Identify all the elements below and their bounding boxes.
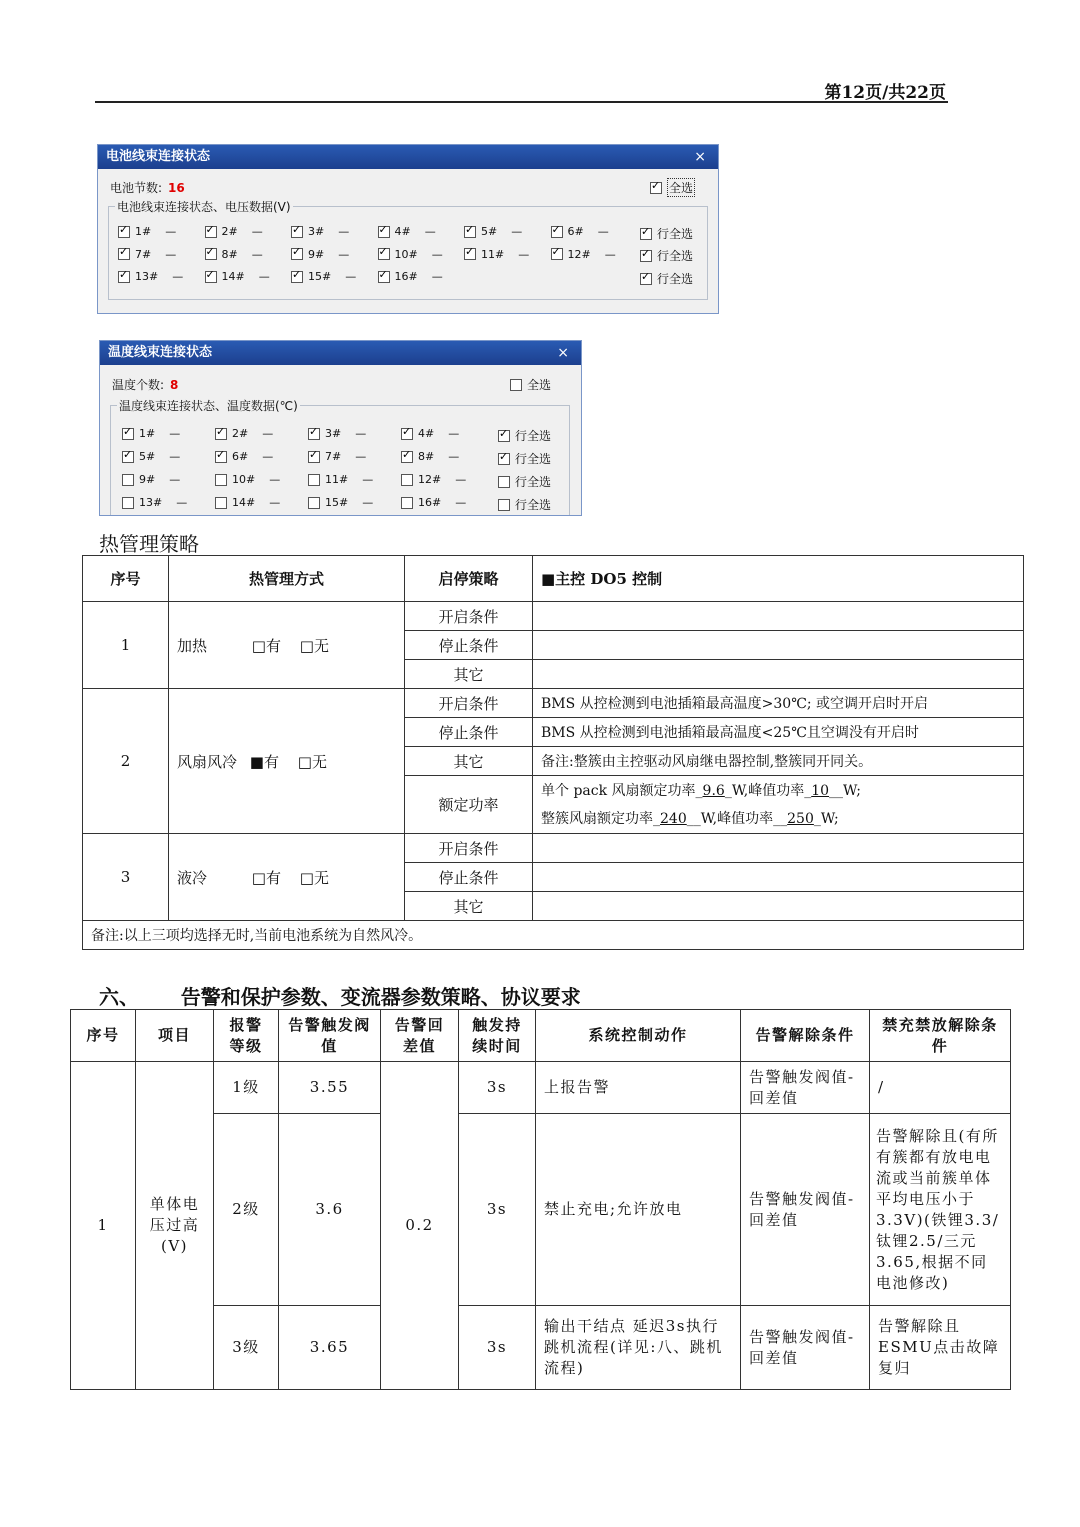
rated-text: __W; bbox=[829, 782, 861, 799]
row-method bbox=[169, 834, 405, 921]
other-value bbox=[533, 892, 1024, 921]
cell-value: — bbox=[251, 225, 263, 238]
cell-value: — bbox=[262, 427, 274, 440]
dialog-title: 温度线束连接状态 bbox=[108, 345, 213, 360]
cell-checkbox[interactable] bbox=[122, 427, 180, 440]
cell-checkbox[interactable] bbox=[378, 248, 443, 261]
checkbox-icon bbox=[498, 499, 510, 511]
clear: 告警触发阀值-回差值 bbox=[741, 1114, 870, 1306]
level: 2级 bbox=[214, 1114, 279, 1306]
other-value bbox=[533, 660, 1024, 689]
hysteresis: 0.2 bbox=[381, 1062, 459, 1390]
action: 上报告警 bbox=[536, 1062, 741, 1114]
rated-text: __W,峰值功率__ bbox=[686, 810, 788, 827]
checkbox-icon bbox=[215, 497, 227, 509]
checkbox-icon bbox=[650, 182, 662, 194]
cell-label: 16# bbox=[418, 496, 442, 509]
cell-label: 16# bbox=[394, 270, 418, 283]
cell-label: 15# bbox=[308, 270, 332, 283]
cell-checkbox[interactable] bbox=[308, 427, 366, 440]
checkbox-icon bbox=[308, 497, 320, 509]
cell-value: — bbox=[448, 450, 460, 463]
battery-connection-dialog bbox=[97, 144, 719, 314]
option-no: □无 bbox=[299, 868, 329, 887]
other-label: 其它 bbox=[405, 660, 533, 689]
header-no: 序号 bbox=[71, 1010, 136, 1062]
checkbox-icon bbox=[498, 476, 510, 488]
stop-label: 停止条件 bbox=[405, 863, 533, 892]
row-select-checkbox[interactable]: ✓ 行全选 bbox=[498, 427, 551, 444]
close-icon[interactable]: × bbox=[557, 345, 569, 361]
row-select-checkbox[interactable]: 行全选 bbox=[498, 496, 551, 513]
trigger: 3.55 bbox=[279, 1062, 381, 1114]
other-label: 其它 bbox=[405, 747, 533, 776]
stop-label: 停止条件 bbox=[405, 718, 533, 747]
stop-value bbox=[533, 631, 1024, 660]
cell-label: 12# bbox=[418, 473, 442, 486]
checkbox-icon bbox=[401, 474, 413, 486]
cell-checkbox[interactable] bbox=[401, 496, 466, 509]
cell-checkbox[interactable] bbox=[401, 450, 459, 463]
duration: 3s bbox=[459, 1114, 536, 1306]
checkbox-icon bbox=[291, 248, 303, 260]
clear: 告警触发阀值-回差值 bbox=[741, 1062, 870, 1114]
method-label: 风扇风冷 bbox=[177, 752, 238, 771]
header-release: 禁充禁放解除条件 bbox=[870, 1010, 1011, 1062]
cell-value: — bbox=[355, 450, 367, 463]
duration: 3s bbox=[459, 1306, 536, 1390]
cell-value: — bbox=[269, 473, 281, 486]
checkbox-icon bbox=[378, 226, 390, 238]
cell-checkbox[interactable] bbox=[401, 473, 466, 486]
battery-group-label: 电池线束连接状态、电压数据(V) bbox=[117, 200, 291, 214]
checkbox-icon bbox=[378, 248, 390, 260]
checkbox-icon bbox=[205, 271, 217, 283]
method-label: 液冷 bbox=[177, 868, 208, 887]
cell-label: 10# bbox=[232, 473, 256, 486]
cell-label: 15# bbox=[325, 496, 349, 509]
cell-label: 13# bbox=[135, 270, 159, 283]
cell-label: 7# bbox=[135, 247, 152, 261]
checkbox-icon bbox=[291, 271, 303, 283]
cell-value: — bbox=[251, 247, 263, 261]
stop-label: 停止条件 bbox=[405, 631, 533, 660]
cell-checkbox[interactable] bbox=[205, 248, 263, 261]
checkbox-icon bbox=[122, 497, 134, 509]
start-value bbox=[533, 602, 1024, 631]
cell-label: 3# bbox=[308, 225, 325, 238]
option-no: □无 bbox=[297, 752, 327, 771]
cell-label: 6# bbox=[232, 450, 249, 463]
cell-checkbox[interactable] bbox=[215, 496, 280, 509]
cell-value: — bbox=[511, 225, 523, 238]
rated-label: 额定功率 bbox=[405, 776, 533, 834]
checkbox-icon bbox=[401, 451, 413, 463]
row-method bbox=[169, 602, 405, 689]
release: 告警解除且ESMU点击故障复归 bbox=[870, 1306, 1011, 1390]
cell-checkbox[interactable] bbox=[308, 473, 373, 486]
cell-label: 14# bbox=[221, 270, 245, 283]
clear: 告警触发阀值-回差值 bbox=[741, 1306, 870, 1390]
checkbox-icon bbox=[118, 248, 130, 260]
header-strategy: 启停策略 bbox=[405, 556, 533, 602]
checkbox-icon bbox=[498, 430, 510, 442]
release: / bbox=[870, 1062, 1011, 1114]
row-no: 1 bbox=[83, 602, 169, 689]
cell-value: — bbox=[424, 225, 436, 238]
action: 输出干结点 延迟3s执行跳机流程(详见:八、跳机流程) bbox=[536, 1306, 741, 1390]
thermal-note: 备注:以上三项均选择无时,当前电池系统为自然风冷。 bbox=[83, 921, 1024, 950]
cell-label: 8# bbox=[418, 450, 435, 463]
start-value bbox=[533, 834, 1024, 863]
table-row bbox=[83, 921, 1024, 950]
method-label: 加热 bbox=[177, 636, 208, 655]
cell-label: 5# bbox=[481, 225, 498, 238]
page-indicator: 第12页/共22页 bbox=[824, 83, 946, 103]
cell-value: — bbox=[597, 225, 609, 238]
cell-checkbox[interactable] bbox=[464, 248, 529, 261]
checkbox-icon bbox=[498, 453, 510, 465]
rated-line-1 bbox=[541, 777, 1015, 805]
cell-label: 11# bbox=[325, 473, 349, 486]
cell-value: — bbox=[448, 427, 460, 440]
other-label: 其它 bbox=[405, 892, 533, 921]
cell-value: — bbox=[338, 247, 350, 261]
select-all-checkbox[interactable]: ✓ 全选 bbox=[650, 178, 695, 197]
cell-checkbox[interactable] bbox=[122, 450, 180, 463]
rated-text: 单个 pack 风扇额定功率_ bbox=[541, 782, 703, 799]
option-yes: □有 bbox=[251, 868, 281, 887]
option-yes: ■有 bbox=[249, 752, 279, 771]
cell-checkbox[interactable] bbox=[464, 225, 522, 238]
header-duration: 触发持续时间 bbox=[459, 1010, 536, 1062]
release: 告警解除且(有所有簇都有放电电流或当前簇单体平均电压小于3.3V)(铁锂3.3/钛锂2.5/三元3.65,根据不同电池修改) bbox=[870, 1114, 1011, 1306]
cell-value: — bbox=[355, 427, 367, 440]
cell-value: — bbox=[431, 270, 443, 283]
cell-value: — bbox=[165, 225, 177, 238]
cell-value: — bbox=[169, 450, 181, 463]
temperature-connection-dialog bbox=[99, 340, 582, 516]
header-trigger: 告警触发阀值 bbox=[279, 1010, 381, 1062]
checkbox-icon bbox=[401, 428, 413, 440]
header-no: 序号 bbox=[83, 556, 169, 602]
cell-label: 10# bbox=[394, 247, 418, 261]
level: 3级 bbox=[214, 1306, 279, 1390]
cell-label: 9# bbox=[139, 473, 156, 486]
checkbox-icon bbox=[401, 497, 413, 509]
row-select-checkbox[interactable]: ✓ 行全选 bbox=[498, 450, 551, 467]
thermal-section-title: 热管理策略 bbox=[99, 532, 199, 556]
action: 禁止充电;允许放电 bbox=[536, 1114, 741, 1306]
stop-value bbox=[533, 863, 1024, 892]
start-label: 开启条件 bbox=[405, 689, 533, 718]
checkbox-icon bbox=[205, 226, 217, 238]
cell-value: — bbox=[169, 427, 181, 440]
select-all-checkbox[interactable]: 全选 bbox=[510, 376, 551, 393]
header-rule bbox=[95, 101, 948, 103]
start-label: 开启条件 bbox=[405, 834, 533, 863]
checkbox-icon bbox=[291, 226, 303, 238]
table-row bbox=[71, 1062, 1011, 1114]
row-select-checkbox[interactable]: ✓ 行全选 bbox=[640, 247, 693, 264]
rated-text: _W; bbox=[813, 810, 839, 827]
checkbox-icon bbox=[308, 451, 320, 463]
cell-value: — bbox=[338, 225, 350, 238]
cell-label: 5# bbox=[139, 450, 156, 463]
checkbox-icon bbox=[378, 271, 390, 283]
battery-count-value: 16 bbox=[168, 181, 185, 195]
table-row bbox=[83, 834, 1024, 863]
cell-checkbox[interactable] bbox=[215, 450, 273, 463]
cell-label: 11# bbox=[481, 247, 505, 261]
cell-checkbox[interactable] bbox=[551, 225, 609, 238]
rated-number: 10 bbox=[811, 782, 830, 799]
dialog-title: 电池线束连接状态 bbox=[106, 149, 211, 164]
item-no: 1 bbox=[71, 1062, 136, 1390]
cell-checkbox[interactable] bbox=[291, 270, 356, 283]
duration: 3s bbox=[459, 1062, 536, 1114]
temperature-count-label: 温度个数: bbox=[112, 378, 165, 392]
cell-label: 1# bbox=[139, 427, 156, 440]
start-value: BMS 从控检测到电池插箱最高温度>30℃; 或空调开启时开启 bbox=[533, 689, 1024, 718]
checkbox-icon bbox=[122, 451, 134, 463]
cell-checkbox[interactable] bbox=[378, 270, 443, 283]
battery-count-label: 电池节数: bbox=[110, 181, 163, 195]
cell-label: 9# bbox=[308, 247, 325, 261]
temperature-group-label: 温度线束连接状态、温度数据(℃) bbox=[119, 399, 298, 413]
alarm-section-title: 六、 告警和保护参数、变流器参数策略、协议要求 bbox=[99, 985, 581, 1009]
level: 1级 bbox=[214, 1062, 279, 1114]
checkbox-icon bbox=[205, 248, 217, 260]
rated-text: 整簇风扇额定功率_ bbox=[541, 810, 660, 827]
row-no: 3 bbox=[83, 834, 169, 921]
cell-value: — bbox=[455, 473, 467, 486]
option-yes: □有 bbox=[251, 636, 281, 655]
battery-count bbox=[110, 179, 185, 196]
cell-checkbox[interactable] bbox=[122, 473, 180, 486]
rated-number: 240 bbox=[660, 810, 687, 827]
cell-checkbox[interactable] bbox=[205, 270, 270, 283]
cell-label: 8# bbox=[221, 247, 238, 261]
header-method: 热管理方式 bbox=[169, 556, 405, 602]
rated-number: 9.6 bbox=[702, 782, 725, 799]
cell-checkbox[interactable] bbox=[308, 496, 373, 509]
checkbox-icon bbox=[215, 474, 227, 486]
table-row bbox=[83, 602, 1024, 631]
cell-checkbox[interactable] bbox=[291, 248, 349, 261]
cell-label: 2# bbox=[232, 427, 249, 440]
row-select-checkbox[interactable]: ✓ 行全选 bbox=[640, 270, 693, 287]
cell-label: 1# bbox=[135, 225, 152, 238]
alarm-table bbox=[70, 1009, 1011, 1390]
cell-value: — bbox=[455, 496, 467, 509]
checkbox-icon bbox=[551, 248, 563, 260]
cell-value: — bbox=[258, 270, 270, 283]
dialog-title-bar bbox=[98, 145, 718, 169]
cell-checkbox[interactable] bbox=[215, 473, 280, 486]
checkbox-icon bbox=[308, 474, 320, 486]
cell-checkbox[interactable] bbox=[308, 450, 366, 463]
header-clear: 告警解除条件 bbox=[741, 1010, 870, 1062]
table-row bbox=[83, 689, 1024, 718]
other-value: 备注:整簇由主控驱动风扇继电器控制,整簇同开同关。 bbox=[533, 747, 1024, 776]
cell-value: — bbox=[518, 247, 530, 261]
option-no: □无 bbox=[299, 636, 329, 655]
header-control: ■主控 DO5 控制 bbox=[533, 556, 1024, 602]
cell-label: 3# bbox=[325, 427, 342, 440]
row-select-checkbox[interactable]: ✓ 行全选 bbox=[640, 225, 693, 242]
checkbox-icon bbox=[510, 379, 522, 391]
cell-label: 2# bbox=[221, 225, 238, 238]
row-select-checkbox[interactable]: 行全选 bbox=[498, 473, 551, 490]
checkbox-icon bbox=[640, 273, 652, 285]
cell-value: — bbox=[165, 247, 177, 261]
cell-value: — bbox=[176, 496, 188, 509]
trigger: 3.65 bbox=[279, 1306, 381, 1390]
item-name: 单体电压过高(V) bbox=[136, 1062, 214, 1390]
temperature-count bbox=[112, 376, 178, 393]
cell-value: — bbox=[362, 473, 374, 486]
cell-value: — bbox=[172, 270, 184, 283]
dialog-title-bar bbox=[100, 341, 581, 365]
checkbox-icon bbox=[551, 226, 563, 238]
rated-line-2 bbox=[541, 805, 1015, 833]
table-header-row bbox=[71, 1010, 1011, 1062]
cell-label: 7# bbox=[325, 450, 342, 463]
header-item: 项目 bbox=[136, 1010, 214, 1062]
cell-checkbox[interactable] bbox=[205, 225, 263, 238]
checkbox-icon bbox=[122, 474, 134, 486]
header-action: 系统控制动作 bbox=[536, 1010, 741, 1062]
cell-checkbox[interactable] bbox=[118, 270, 183, 283]
checkbox-icon bbox=[464, 226, 476, 238]
cell-checkbox[interactable] bbox=[551, 248, 616, 261]
thermal-table bbox=[82, 555, 1024, 950]
checkbox-icon bbox=[464, 248, 476, 260]
rated-value bbox=[533, 776, 1024, 834]
close-icon[interactable]: × bbox=[694, 149, 706, 165]
cell-label: 6# bbox=[567, 225, 584, 238]
cell-value: — bbox=[269, 496, 281, 509]
temperature-count-value: 8 bbox=[170, 378, 179, 392]
rated-text: _W,峰值功率_ bbox=[724, 782, 812, 799]
checkbox-icon bbox=[308, 428, 320, 440]
checkbox-icon bbox=[640, 228, 652, 240]
cell-label: 13# bbox=[139, 496, 163, 509]
header-level: 报警等级 bbox=[214, 1010, 279, 1062]
cell-value: — bbox=[169, 473, 181, 486]
cell-label: 4# bbox=[418, 427, 435, 440]
cell-checkbox[interactable] bbox=[378, 225, 436, 238]
cell-value: — bbox=[431, 247, 443, 261]
start-label: 开启条件 bbox=[405, 602, 533, 631]
cell-value: — bbox=[604, 247, 616, 261]
cell-value: — bbox=[362, 496, 374, 509]
trigger: 3.6 bbox=[279, 1114, 381, 1306]
cell-label: 12# bbox=[567, 247, 591, 261]
cell-label: 14# bbox=[232, 496, 256, 509]
checkbox-icon bbox=[640, 250, 652, 262]
checkbox-icon bbox=[118, 226, 130, 238]
cell-label: 4# bbox=[394, 225, 411, 238]
cell-checkbox[interactable] bbox=[118, 248, 176, 261]
cell-checkbox[interactable] bbox=[215, 427, 273, 440]
cell-checkbox[interactable] bbox=[118, 225, 176, 238]
table-header-row bbox=[83, 556, 1024, 602]
cell-checkbox[interactable] bbox=[401, 427, 459, 440]
cell-value: — bbox=[262, 450, 274, 463]
checkbox-icon bbox=[122, 428, 134, 440]
checkbox-icon bbox=[118, 271, 130, 283]
cell-checkbox[interactable] bbox=[291, 225, 349, 238]
row-method bbox=[169, 689, 405, 834]
checkbox-icon bbox=[215, 451, 227, 463]
rated-number: 250 bbox=[787, 810, 814, 827]
header-hysteresis: 告警回差值 bbox=[381, 1010, 459, 1062]
cell-checkbox[interactable] bbox=[122, 496, 187, 509]
checkbox-icon bbox=[215, 428, 227, 440]
row-no: 2 bbox=[83, 689, 169, 834]
cell-value: — bbox=[345, 270, 357, 283]
stop-value: BMS 从控检测到电池插箱最高温度<25℃且空调没有开启时 bbox=[533, 718, 1024, 747]
